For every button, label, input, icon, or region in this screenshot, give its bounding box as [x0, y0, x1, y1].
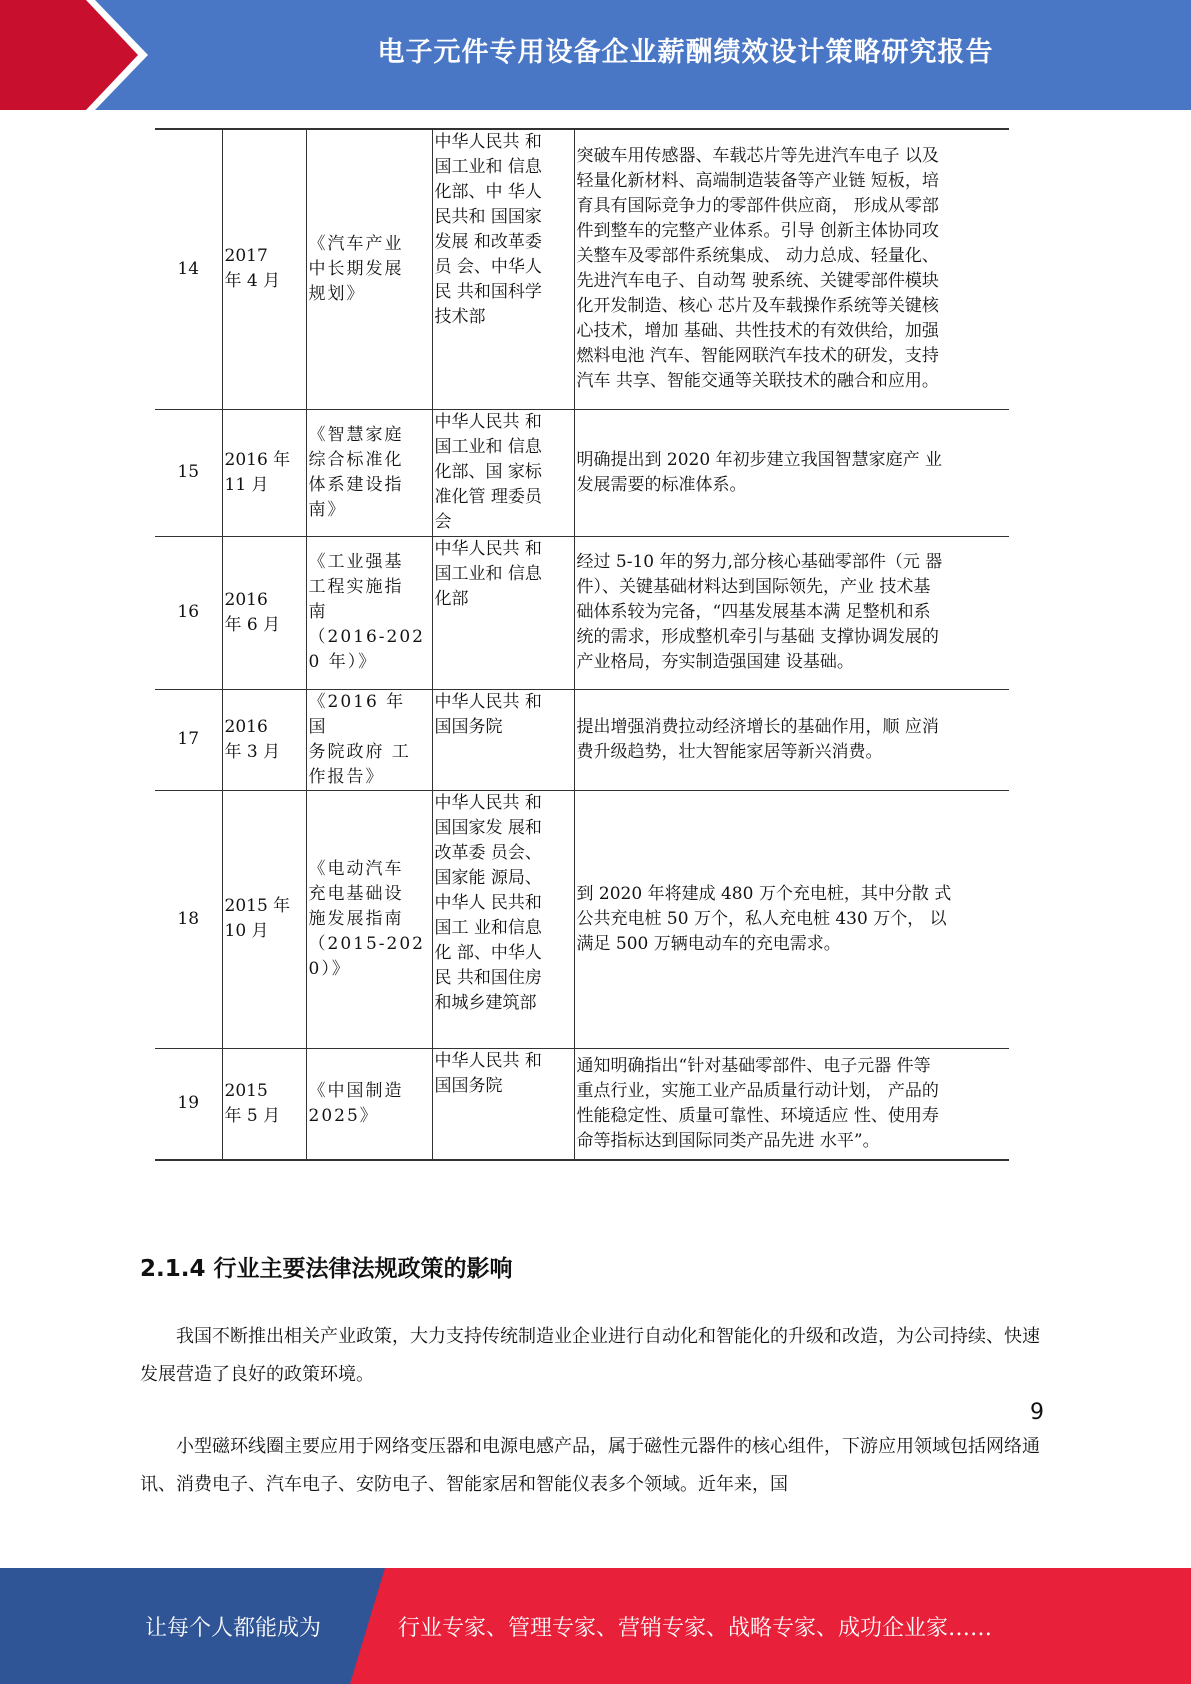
policy-table	[155, 128, 1009, 1161]
table-row	[155, 790, 1009, 1048]
table-row	[155, 129, 1009, 409]
cell-name: 《工业强基 工程实施指 南 （2016-202 0 年）》	[306, 536, 432, 689]
footer-slogan-left: 让每个人都能成为	[145, 1616, 322, 1641]
cell-desc: 到 2020 年将建成 480 万个充电桩，其中分散 式 公共充电桩 50 万个，私人充电桩 430 万个， 以 满足 500 万辆电动车的充电需求。	[574, 790, 1009, 1048]
page-footer	[0, 1568, 1191, 1684]
cell-no: 16	[155, 536, 222, 689]
cell-name: 《智慧家庭 综合标准化 体系建设指 南》	[306, 409, 432, 536]
cell-no: 14	[155, 129, 222, 409]
cell-desc: 经过 5-10 年的努力,部分核心基础零部件（元 器 件）、关键基础材料达到国际领先，产业 技术基 础体系较为完备，“四基发展基本满 足整机和系 统的需求，形成整机牵引与基础 支撑协调发展的 产业格局，夯实制造强国建 设基础。	[574, 536, 1009, 689]
cell-date: 2015 年 5 月	[222, 1048, 306, 1160]
cell-org: 中华人民共 和 国国家发 展和 改革委 员会、 国家能 源局、 中华人 民共和 国工 业和信息 化 部、中华人 民 共和国住房 和城乡建筑部	[432, 790, 574, 1048]
cell-desc: 通知明确指出“针对基础零部件、电子元器 件等 重点行业，实施工业产品质量行动计划， 产品的 性能稳定性、质量可靠性、环境适应 性、使用寿 命等指标达到国际同类产品先进 水平”。	[574, 1048, 1009, 1160]
cell-org: 中华人民共 和 国国务院	[432, 1048, 574, 1160]
cell-name: 《电动汽车 充电基础设 施发展指南 （2015-202 0）》	[306, 790, 432, 1048]
cell-date: 2016 年 11 月	[222, 409, 306, 536]
cell-no: 15	[155, 409, 222, 536]
cell-name: 《汽车产业 中长期发展 规划》	[306, 129, 432, 409]
cell-org: 中华人民共 和 国国务院	[432, 689, 574, 790]
red-chevron-decoration	[0, 0, 200, 110]
footer-slogan-right: 行业专家、管理专家、营销专家、战略专家、成功企业家……	[398, 1616, 993, 1641]
page-header	[0, 0, 1191, 110]
cell-date: 2016 年 3 月	[222, 689, 306, 790]
cell-no: 17	[155, 689, 222, 790]
cell-date: 2015 年 10 月	[222, 790, 306, 1048]
cell-name: 《中国制造 2025》	[306, 1048, 432, 1160]
cell-no: 18	[155, 790, 222, 1048]
table-row	[155, 409, 1009, 536]
cell-desc: 提出增强消费拉动经济增长的基础作用，顺 应消 费升级趋势，壮大智能家居等新兴消费。	[574, 689, 1009, 790]
cell-name: 《2016 年 国 务院政府 工 作报告》	[306, 689, 432, 790]
paragraph: 小型磁环线圈主要应用于网络变压器和电源电感产品，属于磁性元器件的核心组件，下游应用领域包括网络通讯、消费电子、汽车电子、安防电子、智能家居和智能仪表多个领域。近年来，国	[140, 1436, 1040, 1495]
cell-org: 中华人民共 和 国工业和 信息 化部、国 家标 准化管 理委员 会	[432, 409, 574, 536]
cell-org: 中华人民共 和 国工业和 信息 化部、中 华人 民共和 国国家 发展 和改革委 员 会、中华人 民 共和国科学 技术部	[432, 129, 574, 409]
report-title: 电子元件专用设备企业薪酬绩效设计策略研究报告	[377, 37, 994, 68]
table-row	[155, 689, 1009, 790]
cell-date: 2017 年 4 月	[222, 129, 306, 409]
paragraph: 我国不断推出相关产业政策，大力支持传统制造业企业进行自动化和智能化的升级和改造，为公司持续、快速发展营造了良好的政策环境。	[140, 1326, 1040, 1385]
cell-no: 19	[155, 1048, 222, 1160]
cell-desc: 明确提出到 2020 年初步建立我国智慧家庭产 业 发展需要的标准体系。	[574, 409, 1009, 536]
page-number: 9	[1030, 1400, 1044, 1425]
section-heading: 2.1.4 行业主要法律法规政策的影响	[140, 1256, 513, 1282]
table-row	[155, 1048, 1009, 1160]
cell-org: 中华人民共 和 国工业和 信息 化部	[432, 536, 574, 689]
table-row	[155, 536, 1009, 689]
cell-desc: 突破车用传感器、车载芯片等先进汽车电子 以及 轻量化新材料、高端制造装备等产业链 短板，培 育具有国际竞争力的零部件供应商， 形成从零部 件到整车的完整产业体系。引导 创新主体协同攻 关整车及零部件系统集成、 动力总成、轻量化、 先进汽车电子、自动驾 驶系统、关键零部件模块 化开发制造、核心 芯片及车载操作系统等关键核 心技术，增加 基础、共性技术的有效供给，加强 燃料电池 汽车、智能网联汽车技术的研发，支持 汽车 共享、智能交通等关联技术的融合和应用。	[574, 129, 1009, 409]
cell-date: 2016 年 6 月	[222, 536, 306, 689]
